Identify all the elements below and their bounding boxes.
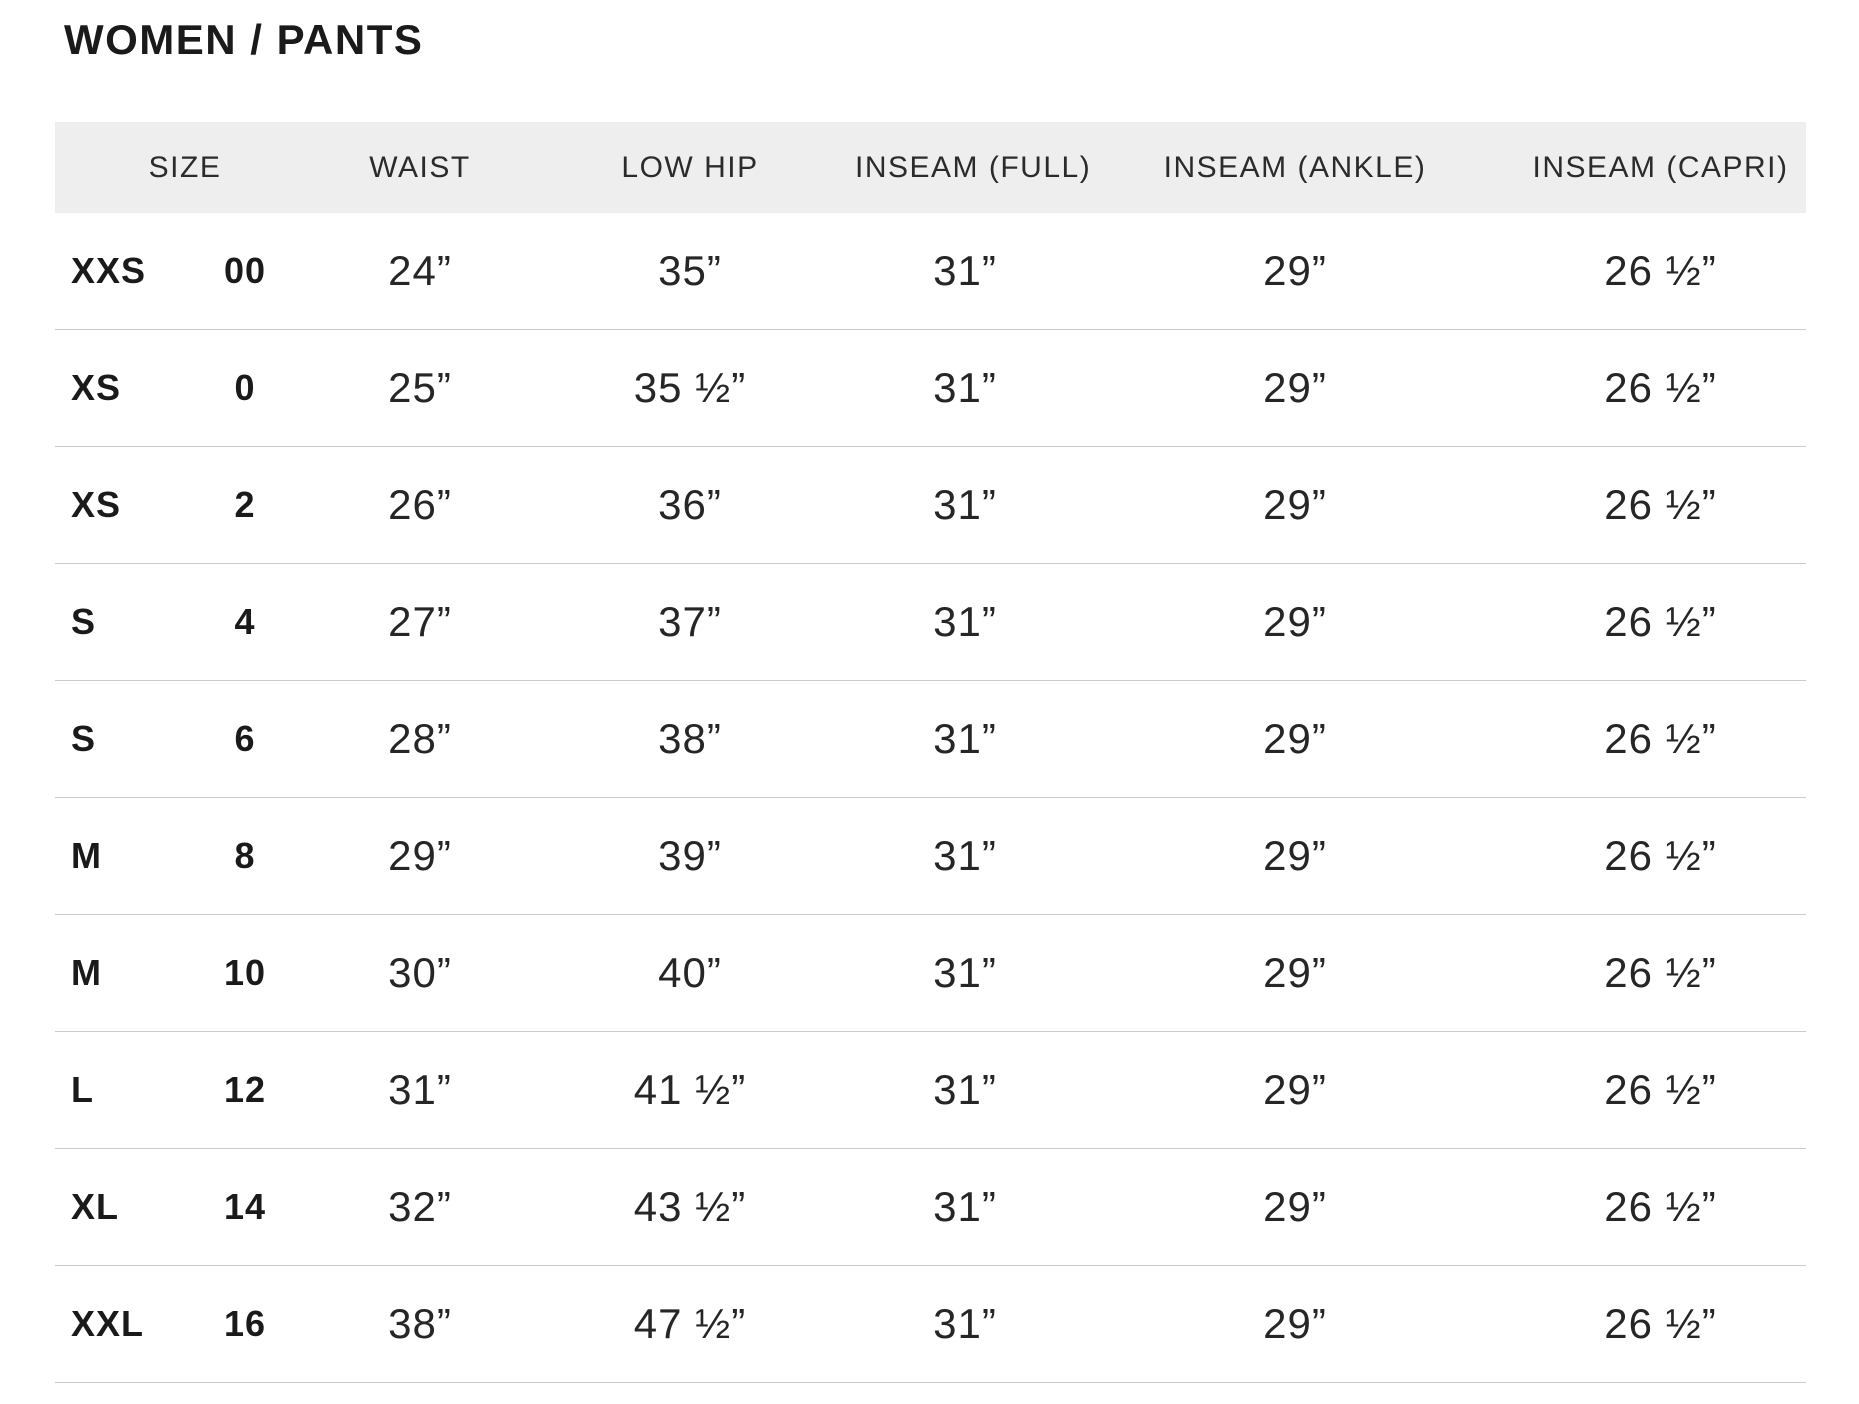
size-chart-table — [55, 122, 1806, 1383]
low-hip-cell: 41 ½” — [633, 1066, 747, 1113]
waist-cell: 27” — [388, 598, 452, 645]
inseam-ankle-cell: 29” — [1263, 832, 1327, 879]
column-header-waist: WAIST — [369, 150, 471, 184]
size-letter-cell: XL — [71, 1186, 120, 1227]
size-letter-cell: XS — [71, 484, 122, 525]
low-hip-cell: 35 ½” — [633, 364, 747, 411]
size-letter-cell: S — [71, 718, 97, 759]
inseam-full-cell: 31” — [933, 481, 997, 528]
inseam-ankle-cell: 29” — [1263, 1183, 1327, 1230]
inseam-full-cell: 31” — [933, 715, 997, 762]
size-letter-cell: M — [71, 835, 102, 876]
column-header-inseam-full: INSEAM (FULL) — [855, 150, 1092, 184]
waist-cell: 24” — [388, 247, 452, 294]
inseam-ankle-cell: 29” — [1263, 1300, 1327, 1347]
table-row — [55, 798, 1806, 915]
inseam-full-cell: 31” — [933, 1066, 997, 1113]
low-hip-cell: 37” — [658, 598, 722, 645]
size-letter-cell: XXL — [71, 1303, 145, 1344]
inseam-capri-cell: 26 ½” — [1604, 832, 1717, 879]
low-hip-cell: 40” — [658, 949, 722, 996]
low-hip-cell: 36” — [658, 481, 722, 528]
size-number-cell: 12 — [223, 1069, 267, 1110]
waist-cell: 29” — [388, 832, 452, 879]
size-number-cell: 4 — [234, 601, 256, 642]
column-header-inseam-capri: INSEAM (CAPRI) — [1532, 150, 1789, 184]
inseam-full-cell: 31” — [933, 832, 997, 879]
inseam-capri-cell: 26 ½” — [1604, 949, 1717, 996]
size-number-cell: 16 — [223, 1303, 267, 1344]
table-row — [55, 213, 1806, 330]
waist-cell: 31” — [388, 1066, 452, 1113]
table-row — [55, 1266, 1806, 1383]
table-row — [55, 681, 1806, 798]
size-number-cell: 0 — [234, 367, 256, 408]
waist-cell: 32” — [388, 1183, 452, 1230]
inseam-full-cell: 31” — [933, 949, 997, 996]
column-header-size: SIZE — [148, 150, 222, 184]
inseam-full-cell: 31” — [933, 598, 997, 645]
table-row — [55, 447, 1806, 564]
low-hip-cell: 35” — [658, 247, 722, 294]
inseam-full-cell: 31” — [933, 247, 997, 294]
size-number-cell: 14 — [223, 1186, 267, 1227]
inseam-capri-cell: 26 ½” — [1604, 364, 1717, 411]
inseam-ankle-cell: 29” — [1263, 598, 1327, 645]
column-header-inseam-ankle: INSEAM (ANKLE) — [1163, 150, 1427, 184]
inseam-capri-cell: 26 ½” — [1604, 598, 1717, 645]
size-letter-cell: XS — [71, 367, 122, 408]
table-row — [55, 564, 1806, 681]
low-hip-cell: 47 ½” — [633, 1300, 747, 1347]
waist-cell: 26” — [388, 481, 452, 528]
inseam-ankle-cell: 29” — [1263, 715, 1327, 762]
low-hip-cell: 39” — [658, 832, 722, 879]
waist-cell: 28” — [388, 715, 452, 762]
table-row — [55, 1032, 1806, 1149]
size-number-cell: 2 — [234, 484, 256, 525]
table-row — [55, 915, 1806, 1032]
inseam-full-cell: 31” — [933, 1183, 997, 1230]
low-hip-cell: 43 ½” — [633, 1183, 747, 1230]
table-header-row — [55, 122, 1806, 213]
waist-cell: 38” — [388, 1300, 452, 1347]
inseam-ankle-cell: 29” — [1263, 949, 1327, 996]
table-body — [55, 213, 1806, 1383]
inseam-capri-cell: 26 ½” — [1604, 1066, 1717, 1113]
size-number-cell: 8 — [234, 835, 256, 876]
inseam-capri-cell: 26 ½” — [1604, 481, 1717, 528]
table-row — [55, 330, 1806, 447]
waist-cell: 25” — [388, 364, 452, 411]
inseam-capri-cell: 26 ½” — [1604, 715, 1717, 762]
inseam-ankle-cell: 29” — [1263, 481, 1327, 528]
inseam-full-cell: 31” — [933, 364, 997, 411]
inseam-ankle-cell: 29” — [1263, 364, 1327, 411]
size-letter-cell: S — [71, 601, 97, 642]
inseam-ankle-cell: 29” — [1263, 247, 1327, 294]
table-row — [55, 1149, 1806, 1266]
page-title: WOMEN / PANTS — [64, 16, 424, 63]
size-number-cell: 00 — [223, 250, 267, 291]
size-letter-cell: L — [71, 1069, 94, 1110]
inseam-ankle-cell: 29” — [1263, 1066, 1327, 1113]
size-letter-cell: XXS — [71, 250, 147, 291]
size-letter-cell: M — [71, 952, 102, 993]
size-number-cell: 6 — [234, 718, 256, 759]
inseam-capri-cell: 26 ½” — [1604, 1300, 1717, 1347]
size-number-cell: 10 — [223, 952, 267, 993]
inseam-capri-cell: 26 ½” — [1604, 247, 1717, 294]
waist-cell: 30” — [388, 949, 452, 996]
inseam-full-cell: 31” — [933, 1300, 997, 1347]
inseam-capri-cell: 26 ½” — [1604, 1183, 1717, 1230]
low-hip-cell: 38” — [658, 715, 722, 762]
column-header-low-hip: LOW HIP — [621, 150, 759, 184]
